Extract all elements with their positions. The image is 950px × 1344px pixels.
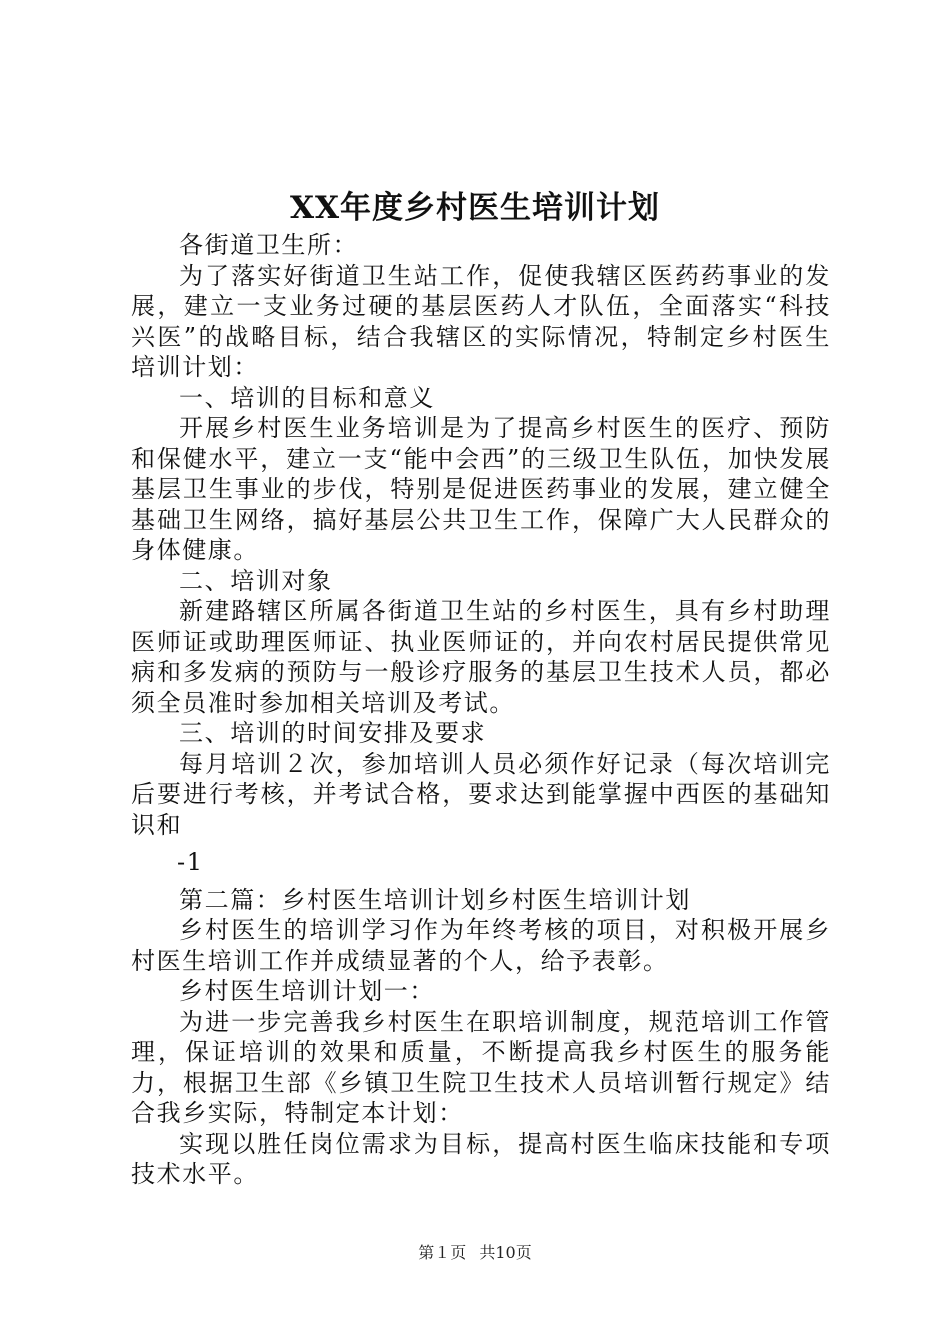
page-number: 第１页 bbox=[418, 1243, 467, 1262]
section-heading: 三、培训的时间安排及要求 bbox=[179, 719, 487, 747]
page-footer bbox=[0, 1242, 950, 1264]
paragraph: 实现以胜任岗位需求为目标，提高村医生临床技能和专项技术水平。 bbox=[131, 1129, 831, 1188]
paragraph: 各街道卫生所： bbox=[179, 231, 359, 259]
inline-page-mark: -1 bbox=[177, 848, 204, 876]
section-heading: 一、培训的目标和意义 bbox=[179, 383, 435, 412]
paragraph: 开展乡村医生业务培训是为了提高乡村医生的医疗、预防和保健水平，建立一支“能中会西”的三级卫生队伍，加快发展基层卫生事业的步伐，特别是促进医药事业的发展，建立健全基础卫生网络，搞好基层公共卫生工作，保障广大人民群众的身体健康。 bbox=[131, 414, 831, 564]
paragraph: 每月培训２次，参加培训人员必须作好记录（每次培训完后要进行考核，并考试合格，要求达到能掌握中西医的基础知识和 bbox=[131, 749, 831, 839]
paragraph: 为进一步完善我乡村医生在职培训制度，规范培训工作管理，保证培训的效果和质量，不断提高我乡村医生的服务能力，根据卫生部《乡镇卫生院卫生技术人员培训暂行规定》结合我乡实际，特制定本计划： bbox=[131, 1007, 831, 1127]
paragraph: 乡村医生的培训学习作为年终考核的项目，对积极开展乡村医生培训工作并成绩显著的个人，给予表彰。 bbox=[131, 916, 831, 975]
section-heading: 乡村医生培训计划一： bbox=[179, 977, 435, 1005]
paragraph: 为了落实好街道卫生站工作，促使我辖区医药药事业的发展，建立一支业务过硬的基层医药人才队伍，全面落实“科技兴医”的战略目标，结合我辖区的实际情况，特制定乡村医生培训计划： bbox=[131, 261, 831, 381]
paragraph: 新建路辖区所属各街道卫生站的乡村医生，具有乡村助理医师证或助理医师证、执业医师证的，并向农村居民提供常见病和多发病的预防与一般诊疗服务的基层卫生技术人员，都必须全员准时参加相关培训及考试。 bbox=[131, 597, 831, 717]
document-body bbox=[131, 230, 831, 1190]
section-heading: 第二篇：乡村医生培训计划乡村医生培训计划 bbox=[179, 885, 691, 914]
section-heading: 二、培训对象 bbox=[179, 566, 333, 595]
document-title: XX年度乡村医生培训计划 bbox=[289, 190, 661, 226]
page-total: 共10页 bbox=[479, 1243, 532, 1262]
